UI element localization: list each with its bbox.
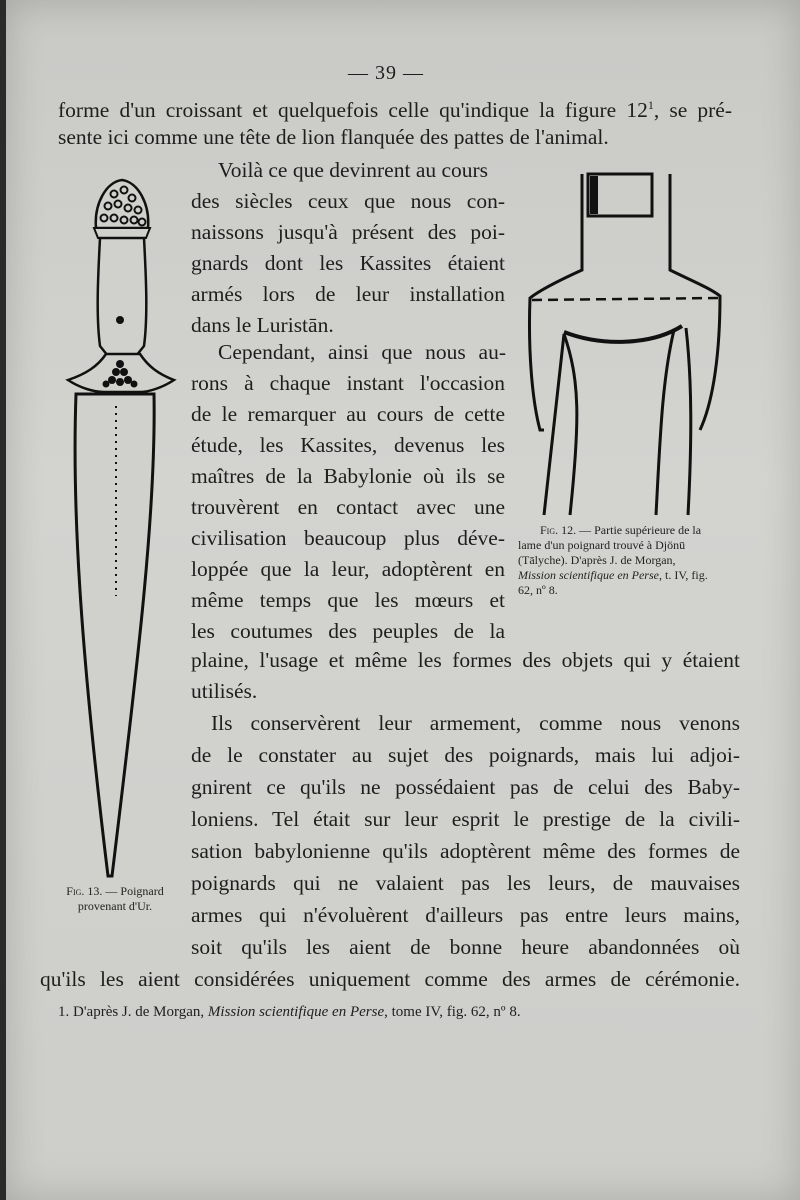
footnote-marker: 1 [647,98,654,112]
text-line: gnirent ce qu'ils ne possédaient pas de celui des Baby- [191,775,740,799]
figure-label: Fig. 12. [540,523,577,537]
book-page [6,0,800,1200]
text-line: de le constater au sujet des poignards, mais lui adjoi- [191,743,740,767]
text-line: civilisation beaucoup plus déve- [191,526,505,550]
text-line: soit qu'ils les aient de bonne heure abandonnées où [191,935,740,959]
text-line: sente ici comme une tête de lion flanquée des pattes de l'animal. [58,125,609,149]
figure-reference: 12 [626,98,648,123]
text-line: de le remarquer au cours de cette [191,402,505,426]
text-line: sation babylonienne qu'ils adoptèrent même des formes de [191,839,740,863]
text-line: les coutumes des peuples de la [191,619,505,643]
caption-text: 62, nº 8. [518,583,558,597]
caption-text: lame d'un poignard trouvé à Djönū [518,538,686,552]
text-segment: , se pré- [653,98,733,123]
text-line: rons à chaque instant l'occasion [191,371,505,395]
dagger-illustration [58,176,178,881]
caption-text: provenant d'Ur. [77,899,153,913]
text-line: gnards dont les Kassites étaient [191,251,505,275]
blade-illustration [520,170,726,520]
footnote-title: Mission scientifique en Perse [207,1004,385,1020]
footnote-text: , tome IV, fig. 62, nº 8. [384,1004,521,1020]
caption-text: , t. IV, fig. [658,568,708,582]
text-segment: forme d'un croissant et quelquefois celle qu'indique la figure [58,98,617,123]
text-line: Ils conservèrent leur armement, comme nous venons [211,711,740,735]
text-line: loniens. Tel était sur leur esprit le prestige de la civili- [191,807,740,831]
caption-text: — Partie supérieure de la [579,523,702,537]
figure-13-caption [50,884,180,914]
text-line: trouvèrent en contact avec une [191,495,505,519]
text-line: étude, les Kassites, devenus les [191,433,505,457]
text-line: des siècles ceux que nous con- [191,189,505,213]
text-line: Cependant, ainsi que nous au- [218,340,506,364]
text-line [58,90,732,125]
figure-label: Fig. 13. [66,884,103,898]
caption-text: (Tālyche). D'après J. de Morgan, [518,553,676,567]
text-line: loppée que la leur, adoptèrent en [191,557,505,581]
text-line: naissons jusqu'à présent des poi- [191,220,505,244]
text-line: qu'ils les aient considérées uniquement comme des armes de cérémonie. [40,967,740,991]
caption-title: Mission scientifique en Perse [518,568,659,582]
text-line: armés lors de leur installation [191,282,505,306]
caption-text: — Poignard [105,884,164,898]
text-line: Voilà ce que devinrent au cours [218,158,489,182]
text-line: dans le Luristān. [191,313,334,337]
figure-12-caption [518,523,738,598]
footnote-number: 1. [58,1004,70,1020]
text-line: même temps que les mœurs et [191,588,505,612]
text-line: armes qui n'évoluèrent d'ailleurs pas entre leurs mains, [191,903,740,927]
page-number: — 39 — [348,62,424,84]
text-line: poignards qui ne valaient pas les leurs, de mauvaises [191,871,740,895]
footnote [58,1004,521,1021]
text-line: maîtres de la Babylonie où ils se [191,464,505,488]
footnote-text: D'après J. de Morgan, [73,1004,205,1020]
text-line: utilisés. [191,679,258,703]
text-line: plaine, l'usage et même les formes des objets qui y étaient [191,648,740,672]
